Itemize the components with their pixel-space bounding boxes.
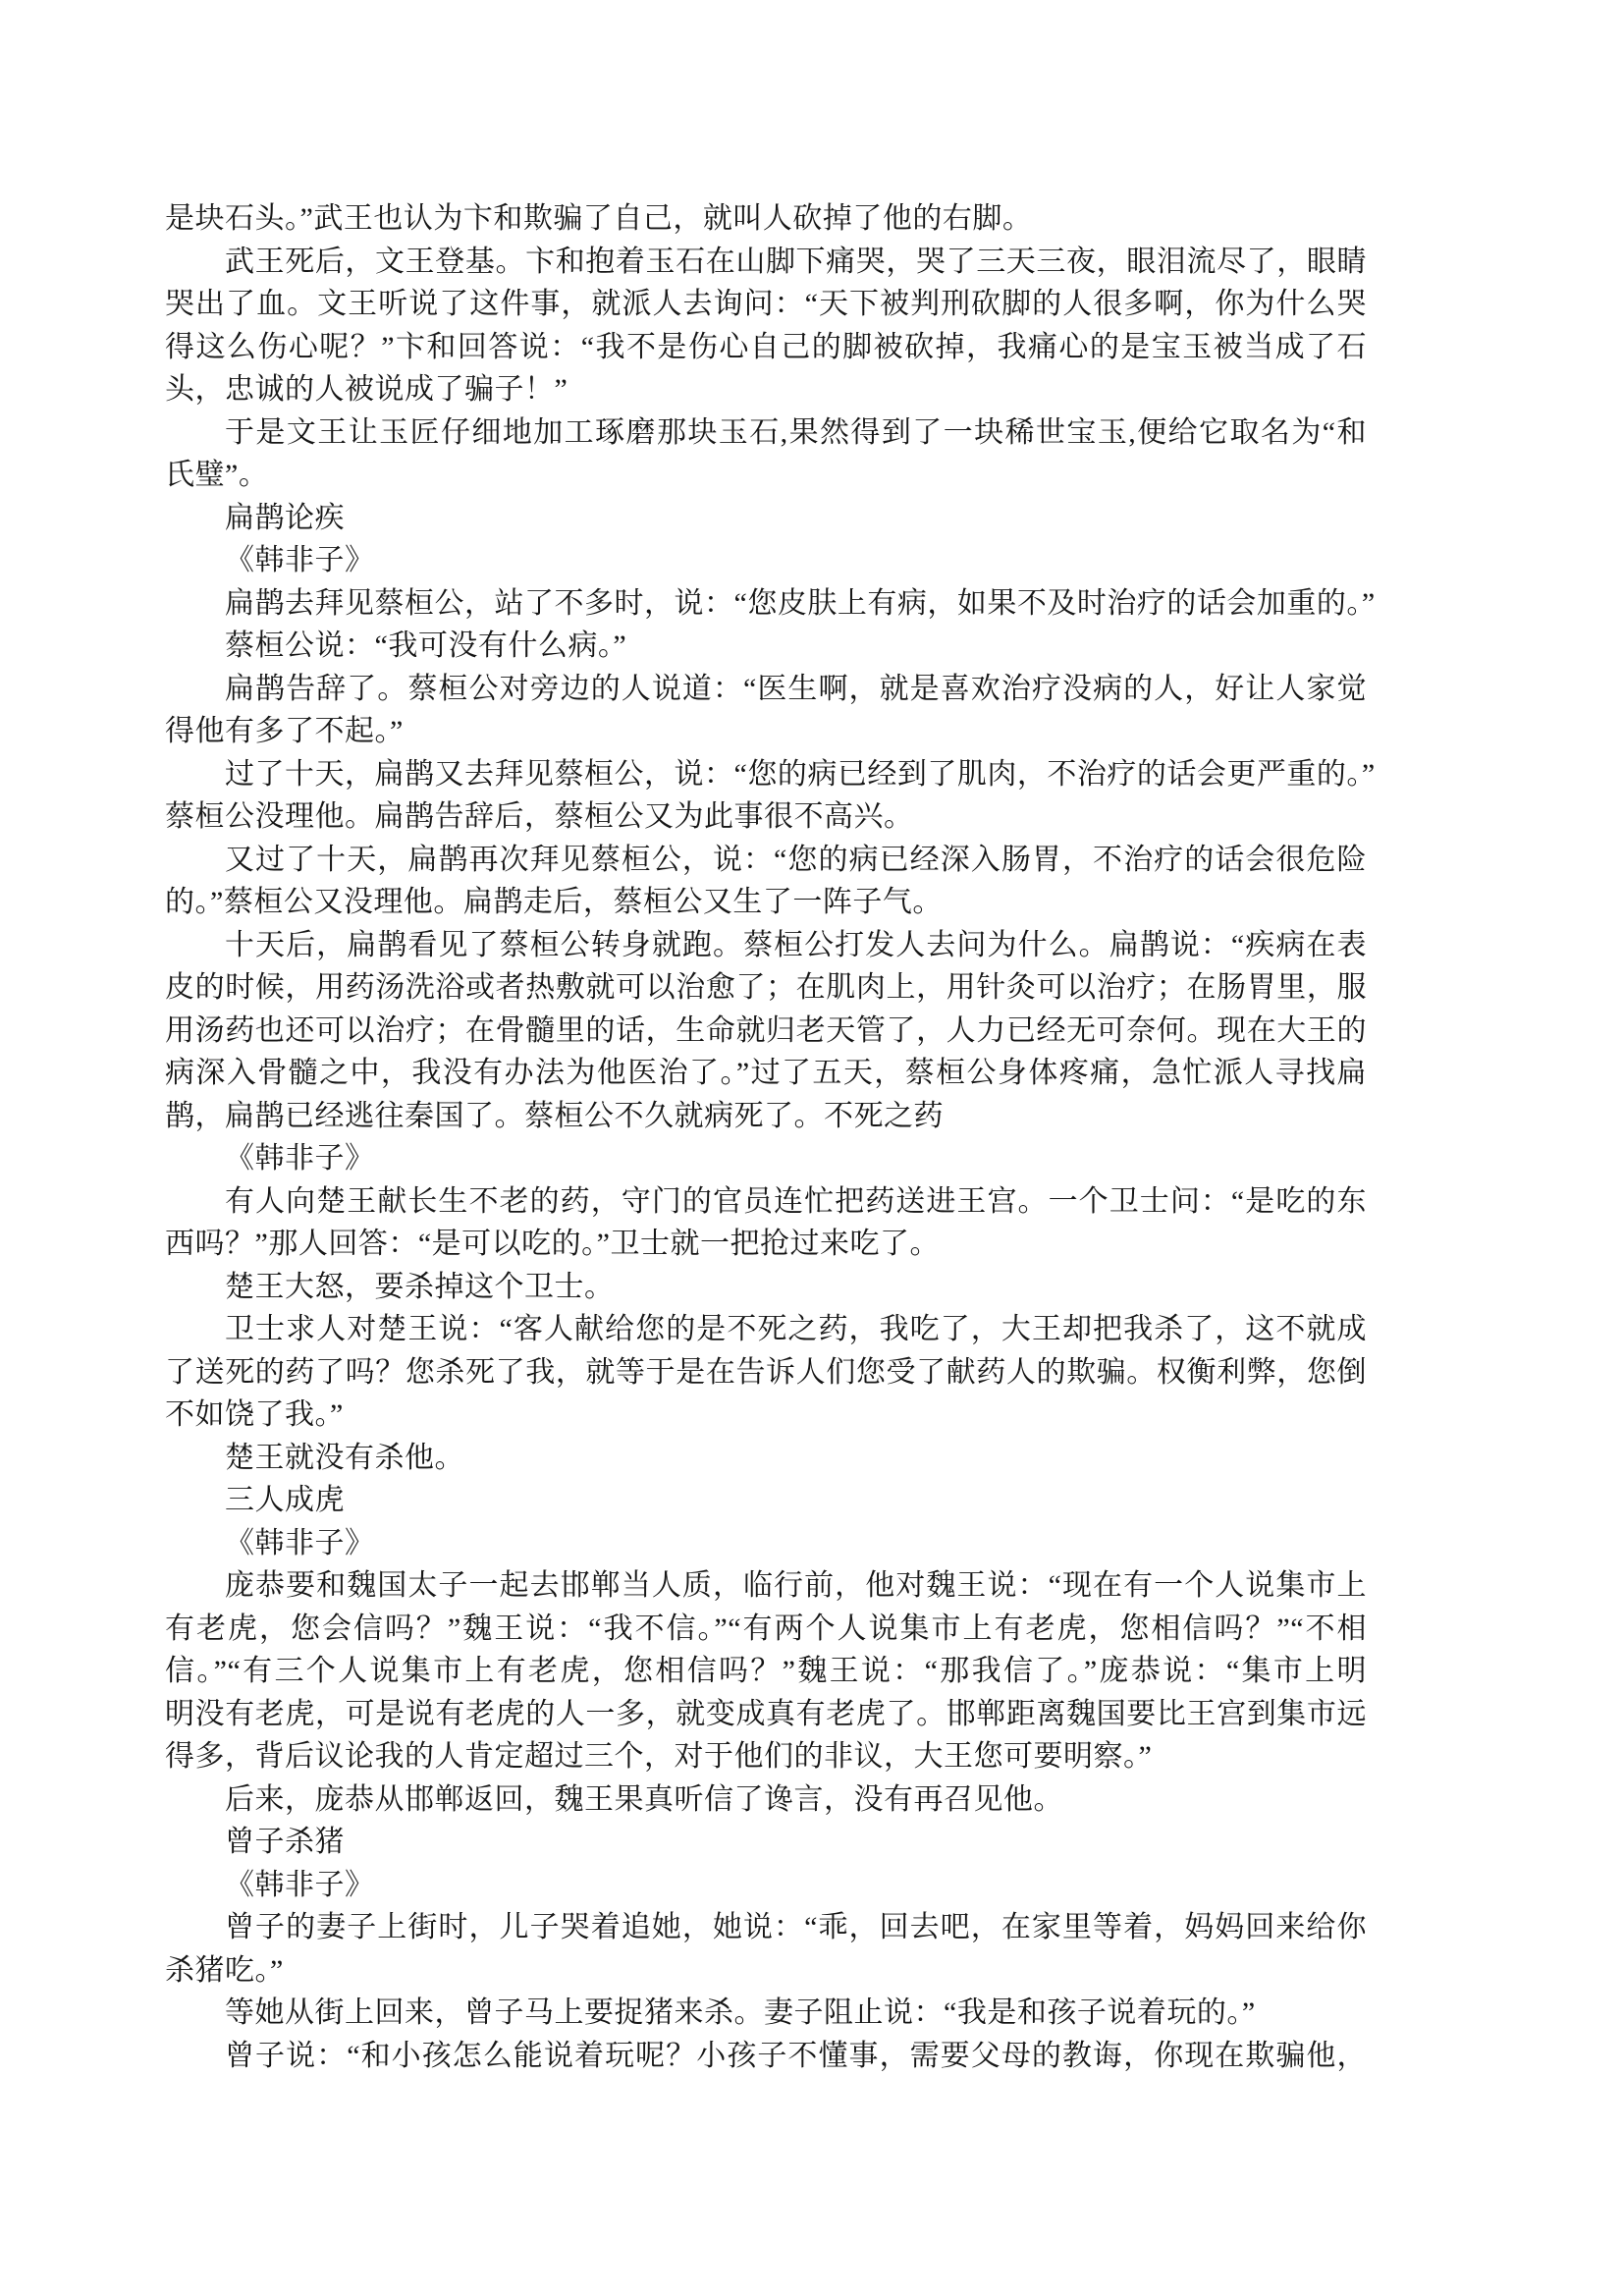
document-text-block xyxy=(165,197,1376,2077)
text-line: 曾子的妻子上街时，儿子哭着追她，她说：“乖，回去吧，在家里等着，妈妈回来给你 xyxy=(225,1911,1367,1943)
text-line: 信。”“有三个人说集市上有老虎，您相信吗？”魏王说：“那我信了。”庞恭说：“集市上明 xyxy=(165,1655,1367,1687)
story-title: 扁鹊论疾 xyxy=(225,501,345,534)
text-line: 用汤药也还可以治疗；在骨髓里的话，生命就归老天管了，人力已经无可奈何。现在大王的 xyxy=(165,1013,1367,1047)
text-line: 皮的时候，用药汤洗浴或者热敷就可以治愈了；在肌肉上，用针灸可以治疗；在肠胃里，服 xyxy=(165,971,1367,1004)
text-line: 鹊，扁鹊已经逃往秦国了。蔡桓公不久就病死了。不死之药 xyxy=(165,1099,944,1132)
source-label: 《韩非子》 xyxy=(225,544,375,576)
text-line: 不如饶了我。” xyxy=(165,1398,344,1431)
text-line: 得他有多了不起。” xyxy=(165,715,404,747)
text-line: 等她从街上回来，曾子马上要捉猪来杀。妻子阻止说：“我是和孩子说着玩的。” xyxy=(225,1996,1256,2029)
text-line: 得多，背后议论我的人肯定超过三个，对于他们的非议，大王您可要明察。” xyxy=(165,1740,1153,1773)
text-line: 扁鹊告辞了。蔡桓公对旁边的人说道：“医生啊，就是喜欢治疗没病的人，好让人家觉 xyxy=(225,672,1367,705)
text-line: 蔡桓公没理他。扁鹊告辞后，蔡桓公又为此事很不高兴。 xyxy=(165,800,914,833)
text-line: 楚王就没有杀他。 xyxy=(225,1441,464,1474)
text-line: 过了十天，扁鹊又去拜见蔡桓公，说：“您的病已经到了肌肉，不治疗的话会更严重的。” xyxy=(225,757,1376,791)
text-line: 病深入骨髓之中，我没有办法为他医治了。”过了五天，蔡桓公身体疼痛，急忙派人寻找扁 xyxy=(165,1057,1367,1089)
text-line: 的。”蔡桓公又没理他。扁鹊走后，蔡桓公又生了一阵子气。 xyxy=(165,886,943,918)
text-line: 氏璧”。 xyxy=(165,459,269,491)
text-line: 了送死的药了吗？您杀死了我，就等于是在告诉人们您受了献药人的欺骗。权衡利弊，您倒 xyxy=(165,1355,1367,1389)
text-line: 是块石头。”武王也认为卞和欺骗了自己，就叫人砍掉了他的右脚。 xyxy=(165,202,1033,235)
text-line: 武王死后，文王登基。卞和抱着玉石在山脚下痛哭，哭了三天三夜，眼泪流尽了，眼睛 xyxy=(225,245,1367,278)
text-line: 明没有老虎，可是说有老虎的人一多，就变成真有老虎了。邯郸距离魏国要比王宫到集市远 xyxy=(165,1697,1367,1730)
text-line: 头，忠诚的人被说成了骗子！” xyxy=(165,373,568,406)
text-line: 于是文王让玉匠仔细地加工琢磨那块玉石,果然得到了一块稀世宝玉,便给它取名为“和 xyxy=(225,415,1367,449)
text-line: 蔡桓公说：“我可没有什么病。” xyxy=(225,629,627,662)
text-line: 卫士求人对楚王说：“客人献给您的是不死之药，我吃了，大王却把我杀了，这不就成 xyxy=(225,1313,1367,1345)
text-line: 又过了十天，扁鹊再次拜见蔡桓公，说：“您的病已经深入肠胃，不治疗的话会很危险 xyxy=(225,843,1367,876)
text-line: 曾子说：“和小孩怎么能说着玩呢？小孩子不懂事，需要父母的教诲，你现在欺骗他， xyxy=(225,2039,1367,2072)
story-title: 三人成虎 xyxy=(225,1484,345,1516)
text-line: 得这么伤心呢？”卞和回答说：“我不是伤心自己的脚被砍掉，我痛心的是宝玉被当成了石 xyxy=(165,330,1367,363)
source-label: 《韩非子》 xyxy=(225,1142,375,1175)
text-line: 哭出了血。文王听说了这件事，就派人去询问：“天下被判刑砍脚的人很多啊，你为什么哭 xyxy=(165,288,1367,320)
source-label: 《韩非子》 xyxy=(225,1868,375,1901)
text-line: 杀猪吃。” xyxy=(165,1953,284,1987)
text-line: 扁鹊去拜见蔡桓公，站了不多时，说：“您皮肤上有病，如果不及时治疗的话会加重的。” xyxy=(225,586,1376,620)
text-line: 楚王大怒，要杀掉这个卫士。 xyxy=(225,1270,615,1303)
text-line: 有老虎，您会信吗？”魏王说：“我不信。”“有两个人说集市上有老虎，您相信吗？”“不相 xyxy=(165,1612,1367,1645)
source-label: 《韩非子》 xyxy=(225,1526,375,1559)
story-title: 曾子杀猪 xyxy=(225,1826,345,1858)
text-line: 后来，庞恭从邯郸返回，魏王果真听信了谗言，没有再召见他。 xyxy=(225,1782,1063,1816)
text-line: 有人向楚王献长生不老的药，守门的官员连忙把药送进王宫。一个卫士问：“是吃的东 xyxy=(225,1184,1367,1218)
text-line: 西吗？”那人回答：“是可以吃的。”卫士就一把抢过来吃了。 xyxy=(165,1228,940,1260)
text-line: 十天后，扁鹊看见了蔡桓公转身就跑。蔡桓公打发人去问为什么。扁鹊说：“疾病在表 xyxy=(225,928,1367,961)
text-line: 庞恭要和魏国太子一起去邯郸当人质，临行前，他对魏王说：“现在有一个人说集市上 xyxy=(225,1569,1367,1602)
